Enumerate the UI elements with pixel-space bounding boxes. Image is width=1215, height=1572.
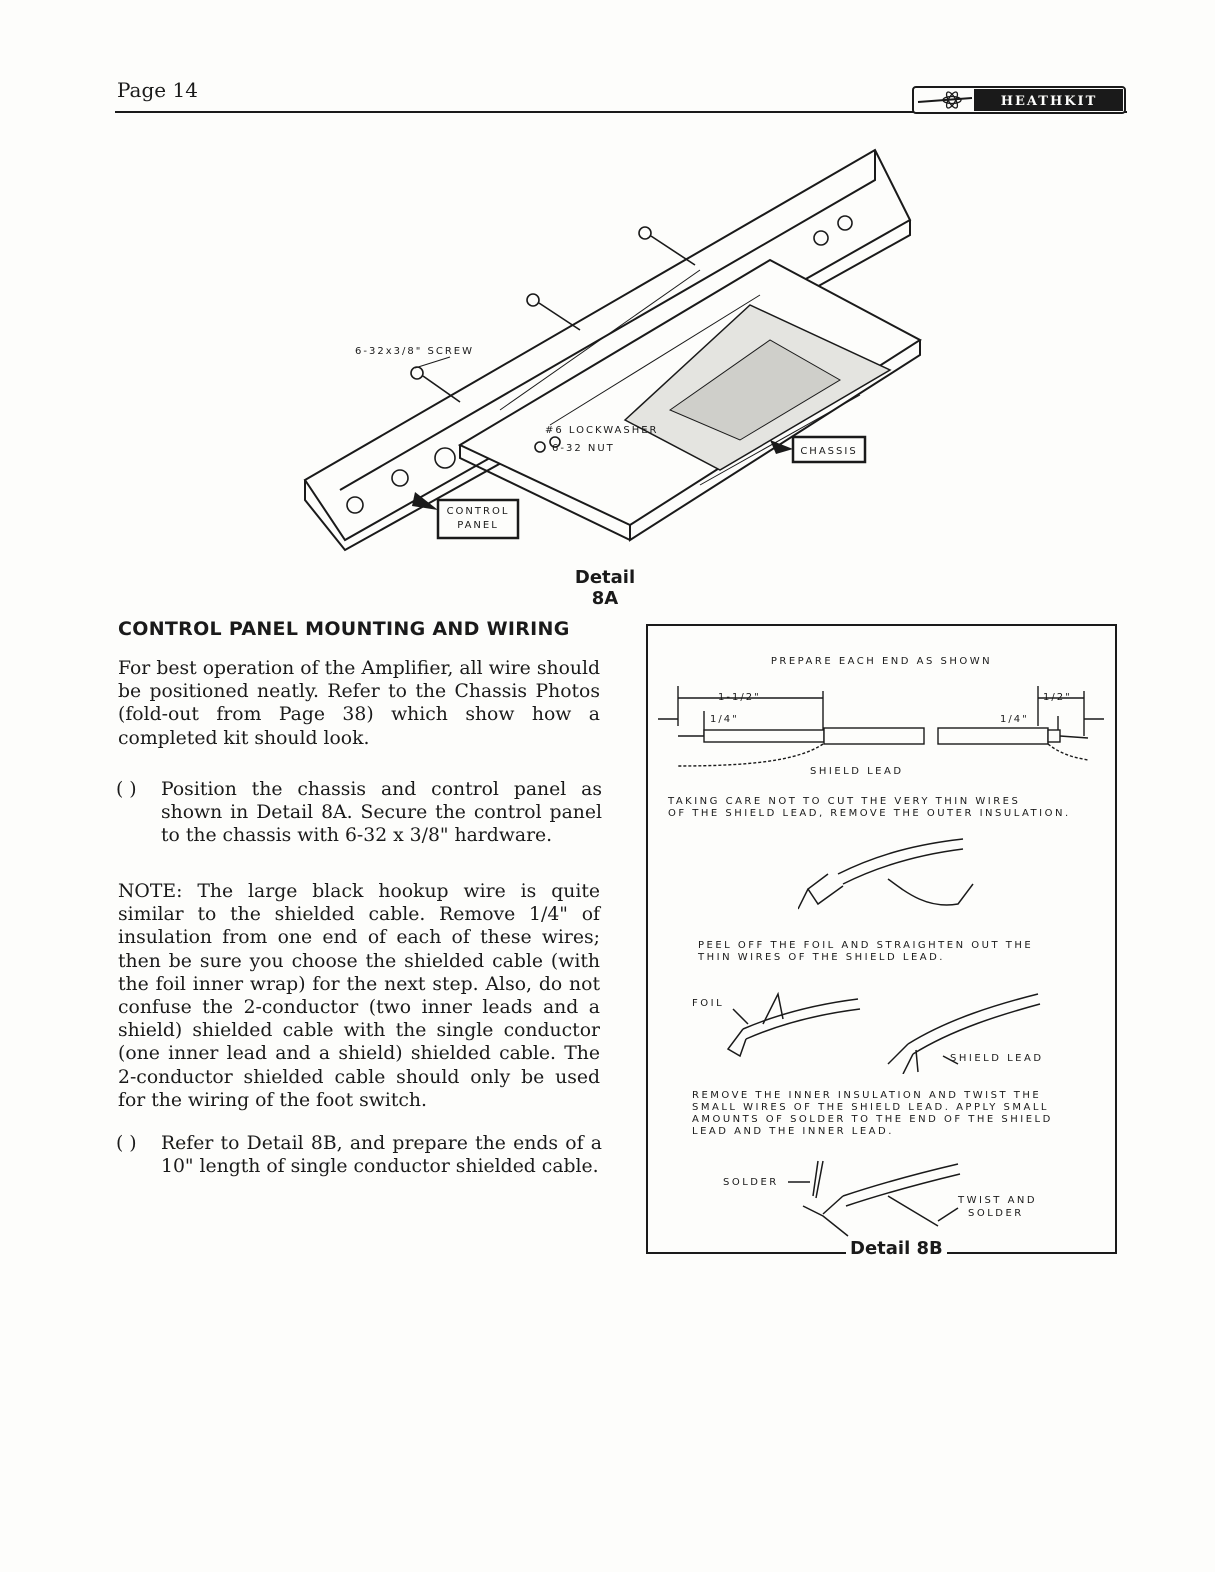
instruction-3-line-2: SMALL WIRES OF THE SHIELD LEAD. APPLY SMALL	[692, 1102, 1049, 1113]
instruction-3-line-1: REMOVE THE INNER INSULATION AND TWIST THE	[692, 1090, 1042, 1101]
control-panel-label-1: CONTROL	[446, 506, 510, 517]
chassis-label: CHASSIS	[800, 446, 858, 457]
foil-label: FOIL	[692, 998, 725, 1009]
twist-and-solder-label	[958, 1194, 1037, 1220]
instruction-2	[698, 940, 1033, 964]
screw-label: 6-32x3/8" SCREW	[355, 346, 474, 357]
step-position-chassis	[116, 778, 602, 848]
intro-paragraph: For best operation of the Amplifier, all wire should be positioned neatly. Refer to the Chassis Photos (fold-out from Page 38) which show how a completed kit should look.	[118, 658, 600, 749]
peel-foil-drawing	[798, 834, 998, 914]
heathkit-wordmark: HEATHKIT	[1000, 94, 1098, 109]
shield-lead-label-2: SHIELD LEAD	[950, 1053, 1044, 1064]
heathkit-logo-graphic	[912, 86, 1126, 114]
instruction-1-line-2: OF THE SHIELD LEAD, REMOVE THE OUTER INSULATION.	[668, 808, 1071, 819]
shield-lead-label: SHIELD LEAD	[810, 766, 904, 777]
instruction-2-line-1: PEEL OFF THE FOIL AND STRAIGHTEN OUT THE	[698, 940, 1034, 951]
dim-right-outer: 1/2"	[1043, 692, 1072, 703]
dim-right-inner: 1/4"	[1000, 714, 1029, 725]
detail-8b-caption: Detail 8B	[846, 1238, 947, 1259]
detail-8b-box	[646, 624, 1117, 1259]
instruction-1-line-1: TAKING CARE NOT TO CUT THE VERY THIN WIRES	[668, 796, 1021, 807]
instruction-3-line-3: AMOUNTS OF SOLDER TO THE END OF THE SHIELD	[692, 1114, 1053, 1125]
note-paragraph: NOTE: The large black hookup wire is quite similar to the shielded cable. Remove 1/4" of insulation from one end of each of these wires; then be sure you choose the shielded cable (with the foil inner wrap) for the next step. Also, do not confuse the 2-conductor (two inner leads and a shield) shielded cable with the single conductor (one inner lead and a shield) shielded cable. The 2-conductor shielded cable should only be used for the wiring of the foot switch.	[118, 881, 600, 1111]
twist-label-line-2: SOLDER	[968, 1208, 1024, 1219]
heathkit-logo	[912, 86, 1126, 114]
step-text: Refer to Detail 8B, and prepare the ends of a 10" length of single conductor shielded cable.	[161, 1133, 602, 1178]
step-checkbox[interactable]: ( )	[116, 779, 137, 800]
instruction-3-line-4: LEAD AND THE INNER LEAD.	[692, 1126, 894, 1137]
instruction-2-line-2: THIN WIRES OF THE SHIELD LEAD.	[698, 952, 945, 963]
instruction-1	[668, 796, 1071, 820]
solder-label: SOLDER	[723, 1177, 779, 1188]
detail-8a-caption: Detail 8A	[574, 567, 636, 609]
instruction-3	[692, 1090, 1053, 1138]
control-panel-label-2: PANEL	[457, 520, 499, 531]
step-checkbox[interactable]: ( )	[116, 1133, 137, 1154]
twist-label-line-1: TWIST AND	[958, 1195, 1038, 1206]
chassis-assembly-drawing	[300, 140, 930, 560]
dim-left-outer: 1-1/2"	[718, 692, 761, 703]
page-number: Page 14	[117, 78, 198, 102]
detail-8b-heading: PREPARE EACH END AS SHOWN	[770, 656, 993, 667]
step-refer-detail-8b	[116, 1132, 602, 1178]
nut-label: 6-32 NUT	[552, 443, 615, 454]
step-text: Position the chassis and control panel as shown in Detail 8A. Secure the control panel to the chassis with 6-32 x 3/8" hardware.	[161, 779, 602, 847]
detail-8a-illustration	[300, 140, 930, 560]
lockwasher-label: #6 LOCKWASHER	[545, 425, 659, 436]
cable-dimension-drawing	[648, 666, 1115, 816]
section-title: CONTROL PANEL MOUNTING AND WIRING	[118, 618, 570, 640]
control-panel-callout	[412, 492, 518, 538]
dim-left-inner: 1/4"	[710, 714, 739, 725]
